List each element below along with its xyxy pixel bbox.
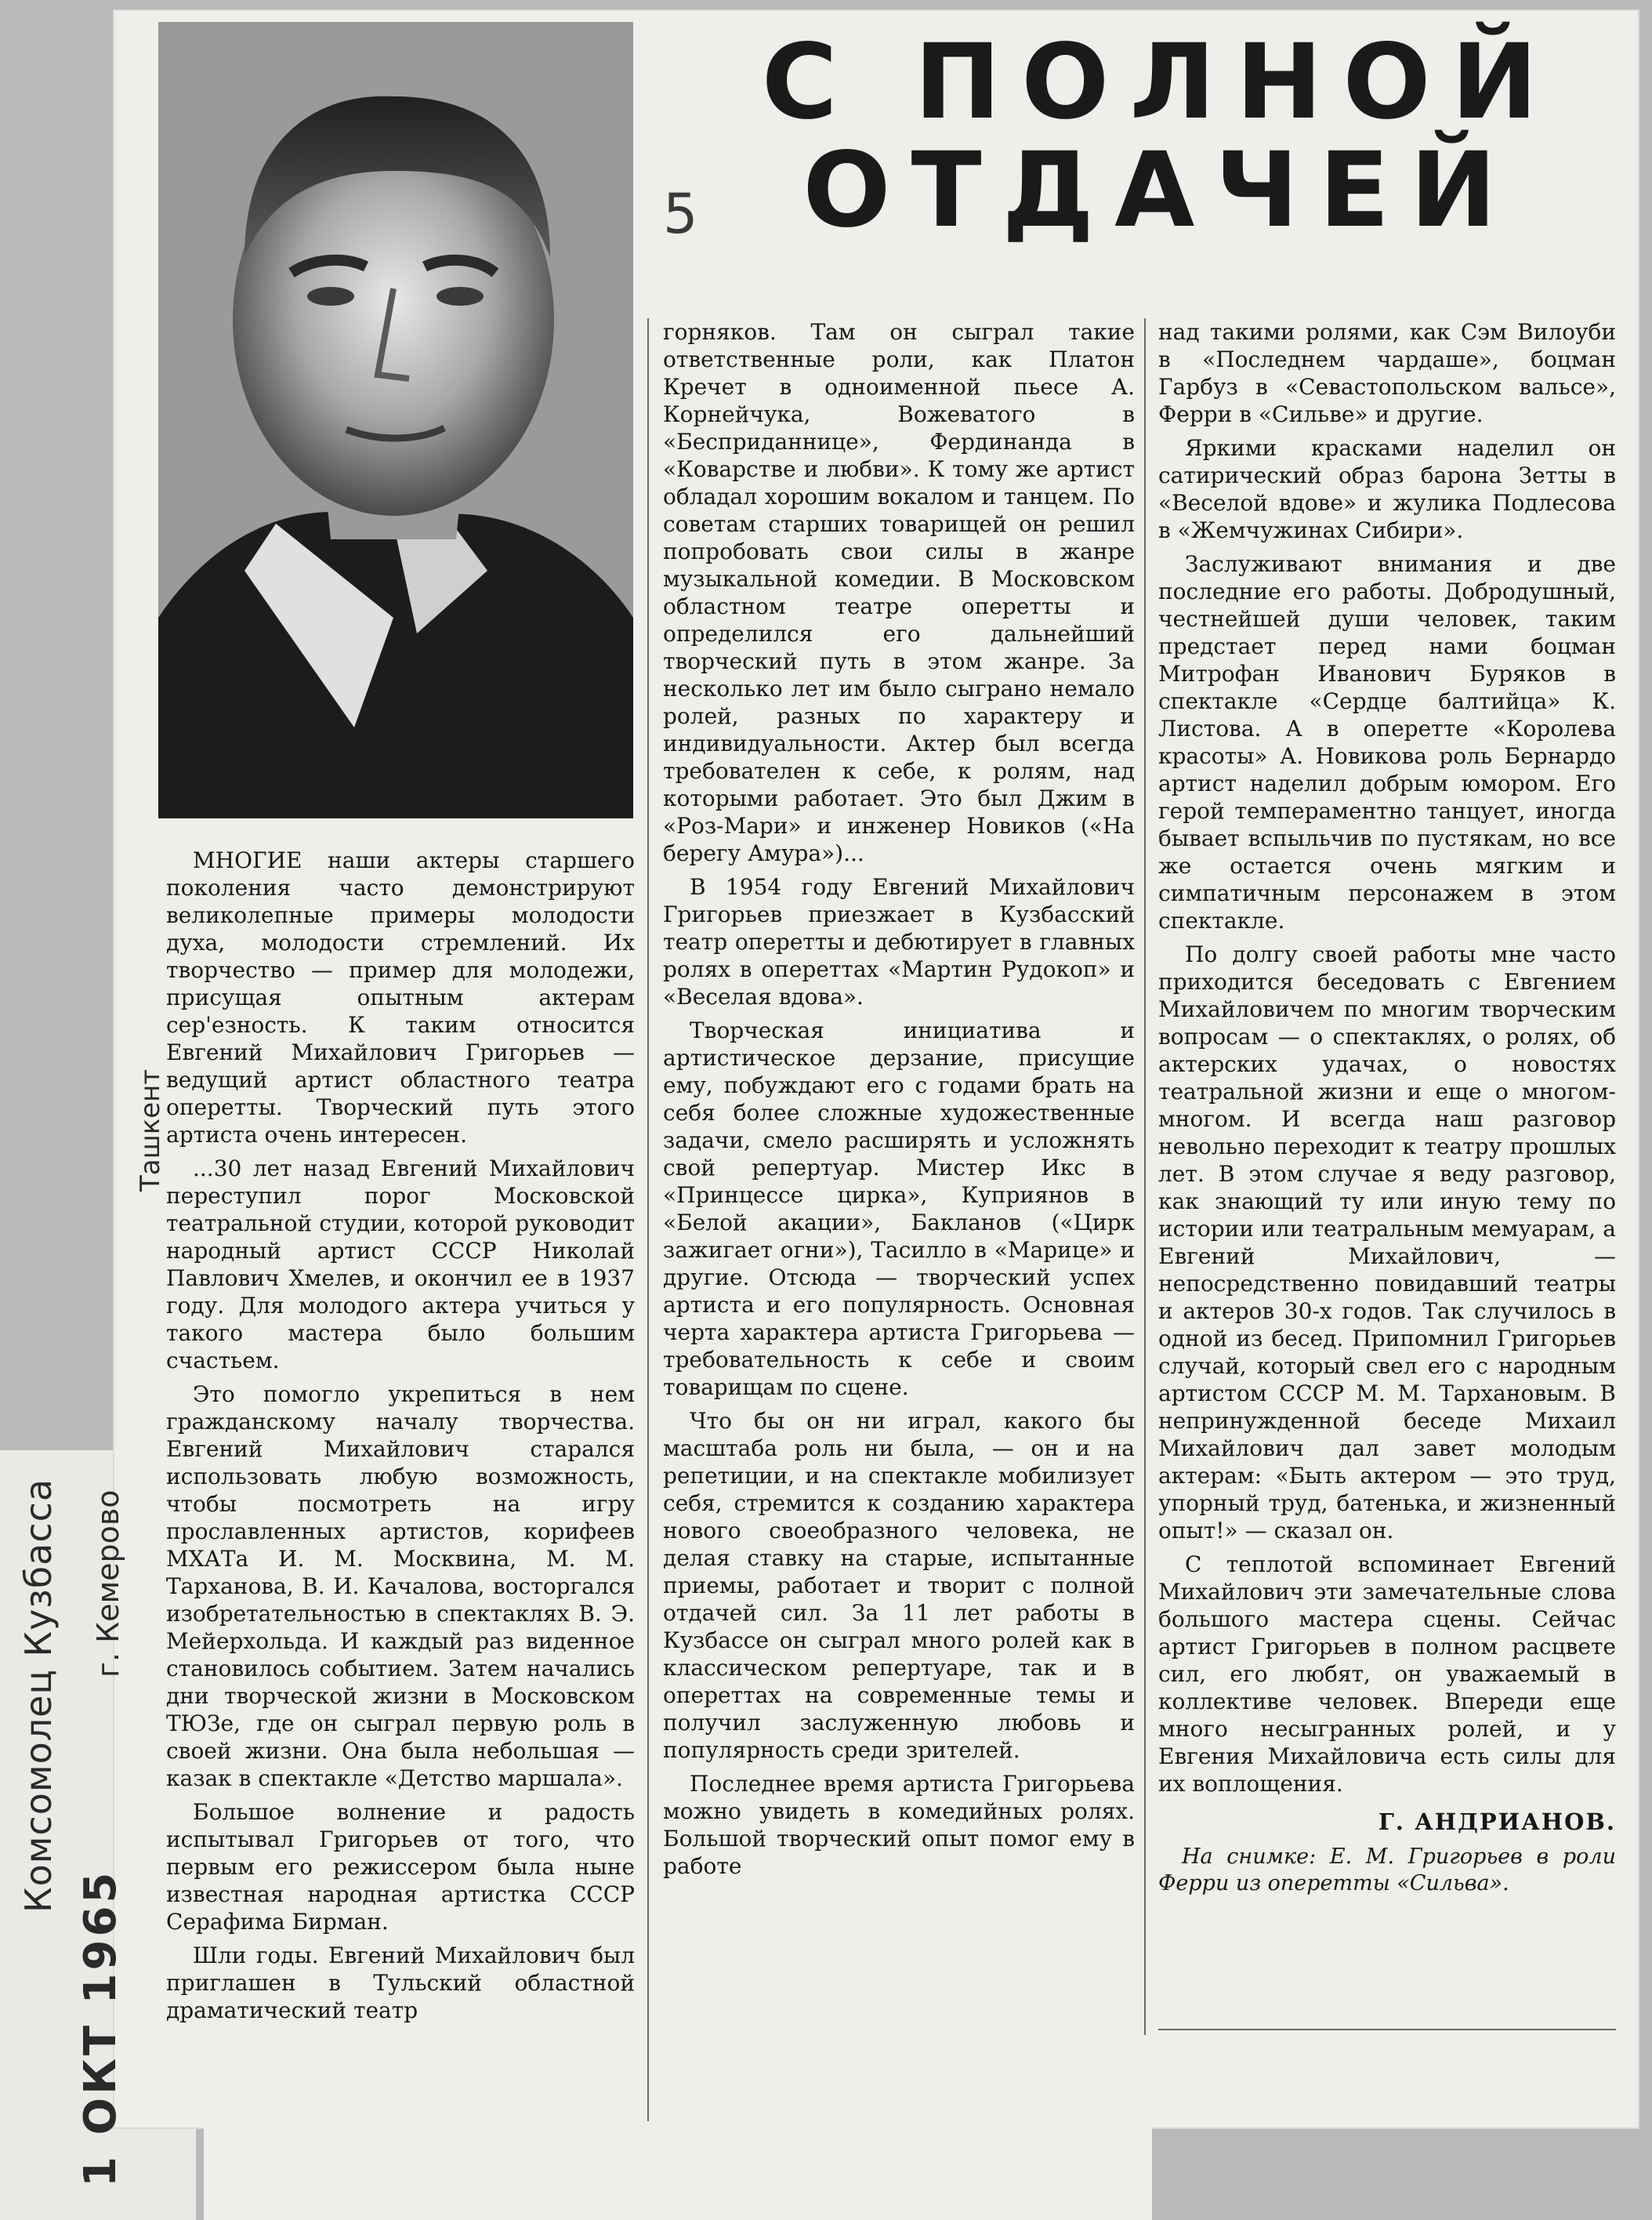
article-paragraph: горняков. Там он сыграл такие ответственные роли, как Платон Кречет в одноименной пьесе А. Корнейчука, Вожеватого в «Бесприданнице», Фердинанда в «Коварстве и любви». К тому же артист обладал хорошим вокалом и танцем. По советам старших товарищей он решил попробовать свои силы в жанре музыкальной комедии. В Московском областном театре оперетты и определился его дальнейший творческий путь в этом жанре. За несколько лет им было сыграно немало ролей, разных по характеру и индивидуальности. Актер был всегда требователен к себе, к ролям, над которыми работает. Это был Джим в «Роз-Мари» и инженер Новиков («На берегу Амура»)... xyxy=(663,319,1135,866)
newspaper-name-stamp: Комсомолец Кузбасса xyxy=(17,1478,60,1913)
article-paragraph: МНОГИЕ наши актеры старшего поколения часто демонстрируют великолепные примеры молодости духа, молодости стремлений. Их творчество — пример для молодежи, присущая опытным актерам сер'езность. К таким относится Евгений Михайлович Григорьев — ведущий артист областного театра оперетты. Творческий путь этого артиста очень интересен. xyxy=(166,847,635,1148)
page-number: 5 xyxy=(663,182,698,246)
article-paragraph: Заслуживают внимания и две последние его работы. Добродушный, честнейшей души человек, таким предстает перед нами боцман Митрофан Иванович Буряков в спектакле «Сердце балтийца» К. Листова. А в оперетте «Королева красоты» А. Новикова роль Бернардо артист наделил добрым юмором. Его герой темпераментно танцует, иногда бывает вспыльчив по пустякам, но все же остается очень мягким и симпатичным персонажем в этом спектакле. xyxy=(1158,551,1616,934)
article-paragraph: В 1954 году Евгений Михайлович Григорьев приезжает в Кузбасский театр оперетты и дебютирует в главных ролях в опереттах «Мартин Рудокоп» и «Веселая вдова». xyxy=(663,874,1135,1010)
article-paragraph: Большое волнение и радость испытывал Григорьев от того, что первым его режиссером была ныне известная народная артистка СССР Серафима Бирман. xyxy=(166,1799,635,1935)
headline xyxy=(690,22,1630,251)
headline-line-1: С ПОЛНОЙ xyxy=(761,22,1559,143)
article-paragraph: Последнее время артиста Григорьева можно увидеть в комедийных ролях. Большой творческий опыт помог ему в работе xyxy=(663,1771,1135,1879)
article-column-2 xyxy=(663,318,1135,1886)
portrait-photo xyxy=(158,22,633,818)
article-paragraph: Творческая инициатива и артистическое дерзание, присущие ему, побуждают его с годами брать на себя более сложные художественные задачи, смело расширять и усложнять свой репертуар. Мистер Икс в «Принцессе цирка», Куприянов в «Белой акации», Бакланов («Цирк зажигает огни»), Тасилло в «Марице» и другие. Отсюда — творческий успех артиста и его популярность. Основная черта характера артиста Григорьева — требовательность к себе и своим товарищам по сцене. xyxy=(663,1018,1135,1400)
author-signature: Г. АНДРИАНОВ. xyxy=(1378,1808,1616,1835)
article-paragraph: Яркими красками наделил он сатирический образ барона Зетты в «Веселой вдове» и жулика Подлесова в «Жемчужинах Сибири». xyxy=(1158,435,1616,543)
article-column-3 xyxy=(1158,318,1616,1897)
newspaper-clipping-bottom xyxy=(204,2117,1152,2220)
article-paragraph: По долгу своей работы мне часто приходится беседовать с Евгением Михайловичем по многим творческим вопросам — о спектаклях, о ролях, об актерских удачах, о новостях театральной жизни и еще о многом-многом. И всегда наш разговор невольно переходит к театру прошлых лет. В этом случае я веду разговор, как знающий ту или иную тему по истории или театральным мемуарам, а Евгений Михайлович, — непосредственно повидавший театры и актеров 30-х годов. Так случилось в одной из бесед. Припомнил Григорьев случай, который свел его с народным артистом СССР М. М. Тархановым. В непринужденной беседе Михаил Михайлович дал завет молодым актерам: «Быть актером — это труд, упорный труд, батенька, и жизненный опыт!» — сказал он. xyxy=(1158,941,1616,1543)
date-stamp: 1 ОКТ 1965 xyxy=(75,1869,126,2187)
article-paragraph: С теплотой вспоминает Евгений Михайлович эти замечательные слова большого мастера сцены. Сейчас артист Григорьев в полном расцвете сил, его любят, он уважаемый в коллективе человек. Впереди еще много несыгранных ролей, и у Евгения Михайловича есть силы для их воплощения. xyxy=(1158,1551,1616,1797)
column-rule-1 xyxy=(647,318,649,2121)
article-paragraph: Шли годы. Евгений Михайлович был приглашен в Тульский областной драматический театр xyxy=(166,1942,635,2023)
column-rule-2 xyxy=(1144,318,1146,2035)
photo-caption: На снимке: Е. М. Григорьев в роли Ферри из оперетты «Сильва». xyxy=(1158,1845,1616,1895)
article-paragraph: над такими ролями, как Сэм Вилоуби в «Последнем чардаше», боцман Гарбуз в «Севастопольском вальсе», Ферри в «Сильве» и другие. xyxy=(1158,319,1616,427)
article-paragraph: Это помогло укрепиться в нем гражданскому началу творчества. Евгений Михайлович старался использовать любую возможность, чтобы посмотреть на игру прославленных артистов, корифеев МХАТа И. М. Москвина, М. М. Тарханова, В. И. Качалова, восторгался изобретательностью в спектаклях В. Э. Мейерхольда. И каждый раз виденное становилось событием. Затем начались дни творческой жизни в Московском ТЮЗе, где он сыграл первую роль в своей жизни. Она была небольшая — казак в спектакле «Детство маршала». xyxy=(166,1381,635,1791)
portrait-illustration xyxy=(158,22,633,818)
article-paragraph: Что бы он ни играл, какого бы масштаба роль ни была, — он и на репетиции, и на спектакле мобилизует себя, стремится к созданию характера нового своеобразного человека, не делая ставку на старые, испытанные приемы, работает и творит с полной отдачей сил. За 11 лет работы в Кузбассе он сыграл много ролей как в классическом репертуаре, так и в опереттах на современные темы и получил заслуженную любовь и популярность среди зрителей. xyxy=(663,1408,1135,1763)
handwritten-place-note: Ташкент xyxy=(135,1068,166,1192)
article-paragraph: ...30 лет назад Евгений Михайлович переступил порог Московской театральной студии, которой руководит народный артист СССР Николай Павлович Хмелев, и окончил ее в 1937 году. Для молодого актера учиться у такого мастера было большим счастьем. xyxy=(166,1155,635,1373)
city-stamp: г. Кемерово xyxy=(91,1489,125,1678)
article-column-1 xyxy=(166,847,635,2030)
caption-rule xyxy=(1158,2029,1616,2030)
headline-line-2: ОТДАЧЕЙ xyxy=(802,130,1517,251)
